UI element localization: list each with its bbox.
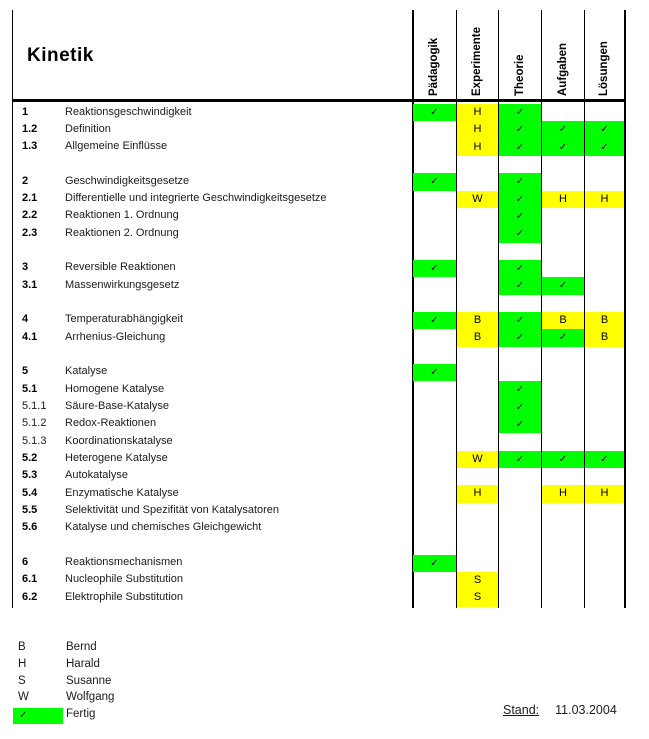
legend-key: S <box>18 674 26 687</box>
status-cell-empty <box>585 399 624 416</box>
status-cell-empty <box>499 295 541 312</box>
status-cell-empty <box>413 225 456 242</box>
status-cell-empty <box>542 364 584 381</box>
stand-label: Stand: <box>503 703 540 717</box>
status-cell-empty <box>499 503 541 520</box>
status-cell-empty <box>542 156 584 173</box>
status-cell-empty <box>542 381 584 398</box>
row-number: 1.2 <box>22 122 38 135</box>
legend-key: B <box>18 641 26 653</box>
table-row <box>0 381 649 398</box>
table-row <box>0 312 649 329</box>
status-cell-empty <box>457 347 498 364</box>
legend-row <box>13 674 313 691</box>
row-number: 4 <box>22 313 29 326</box>
row-label: Temperaturabhängigkeit <box>65 313 184 326</box>
status-cell-empty <box>585 537 624 554</box>
status-cell-empty <box>457 277 498 294</box>
status-cell-empty <box>542 503 584 520</box>
table-row <box>0 260 649 277</box>
status-cell-done: ✓ <box>499 225 541 242</box>
status-cell-empty <box>413 537 456 554</box>
status-cell-empty <box>457 364 498 381</box>
status-cell-empty <box>413 468 456 485</box>
status-cell-empty <box>413 520 456 537</box>
row-number: 4.1 <box>22 330 38 343</box>
row-label: Arrhenius-Gleichung <box>65 330 166 343</box>
table-row <box>0 208 649 225</box>
row-number: 6 <box>22 556 29 569</box>
legend-name: Susanne <box>66 674 112 687</box>
status-cell-done: ✓ <box>499 208 541 225</box>
legend-name: Fertig <box>66 708 96 721</box>
column-header: Aufgaben <box>557 42 569 96</box>
status-cell-empty <box>585 572 624 589</box>
status-cell-done: ✓ <box>499 104 541 121</box>
status-cell-empty <box>413 503 456 520</box>
status-cell-done: ✓ <box>542 139 584 156</box>
status-cell-assigned: H <box>457 104 498 121</box>
status-cell-done: ✓ <box>413 364 456 381</box>
table-row <box>0 468 649 485</box>
status-cell-empty <box>542 104 584 121</box>
status-cell-done: ✓ <box>542 121 584 138</box>
status-cell-empty <box>542 537 584 554</box>
status-cell-empty <box>585 381 624 398</box>
status-cell-assigned: H <box>542 485 584 502</box>
row-number: 5.2 <box>22 452 38 465</box>
column-header: Pädagogik <box>428 37 440 96</box>
legend-done-swatch: ✓ <box>13 708 63 724</box>
status-cell-empty <box>457 555 498 572</box>
status-cell-done: ✓ <box>499 416 541 433</box>
status-cell-empty <box>585 173 624 190</box>
status-cell-done: ✓ <box>413 260 456 277</box>
status-cell-empty <box>457 433 498 450</box>
row-label: Definition <box>65 122 111 135</box>
status-cell-empty <box>457 416 498 433</box>
row-number: 5.6 <box>22 521 38 534</box>
table-row <box>0 364 649 381</box>
row-number: 6.2 <box>22 590 38 603</box>
status-date <box>503 703 617 717</box>
status-cell-empty <box>457 225 498 242</box>
row-label: Geschwindigkeitsgesetze <box>65 174 190 187</box>
status-cell-empty <box>457 173 498 190</box>
row-number: 2.3 <box>22 226 38 239</box>
row-number: 1.3 <box>22 140 38 153</box>
status-cell-empty <box>585 225 624 242</box>
table-row <box>0 485 649 502</box>
status-cell-empty <box>542 225 584 242</box>
status-cell-empty <box>413 451 456 468</box>
row-number: 1 <box>22 105 29 118</box>
table-row <box>0 503 649 520</box>
status-cell-empty <box>585 295 624 312</box>
column-header: Theorie <box>514 54 526 96</box>
row-number: 5.1.2 <box>22 417 47 430</box>
status-cell-empty <box>542 572 584 589</box>
status-cell-empty <box>499 347 541 364</box>
status-cell-done: ✓ <box>413 555 456 572</box>
status-cell-empty <box>413 399 456 416</box>
status-cell-empty <box>499 537 541 554</box>
status-cell-empty <box>542 433 584 450</box>
row-number: 5.3 <box>22 469 38 482</box>
status-cell-empty <box>457 208 498 225</box>
row-number: 6.1 <box>22 573 38 586</box>
status-cell-empty <box>413 121 456 138</box>
status-cell-done: ✓ <box>542 277 584 294</box>
status-cell-done: ✓ <box>499 191 541 208</box>
page-title: Kinetik <box>27 45 94 66</box>
table-row <box>0 572 649 589</box>
status-cell-assigned: H <box>585 191 624 208</box>
status-cell-empty <box>585 503 624 520</box>
status-cell-empty <box>457 156 498 173</box>
status-cell-empty <box>585 364 624 381</box>
status-cell-assigned: W <box>457 451 498 468</box>
status-cell-empty <box>457 537 498 554</box>
status-cell-assigned: H <box>457 139 498 156</box>
status-cell-assigned: B <box>585 329 624 346</box>
status-cell-done: ✓ <box>499 329 541 346</box>
status-cell-empty <box>585 416 624 433</box>
status-cell-empty <box>413 485 456 502</box>
status-cell-empty <box>413 208 456 225</box>
status-cell-assigned: S <box>457 589 498 606</box>
status-cell-empty <box>413 277 456 294</box>
row-label: Katalyse <box>65 365 108 378</box>
status-cell-empty <box>413 433 456 450</box>
status-cell-empty <box>499 589 541 606</box>
row-label: Reaktionen 2. Ordnung <box>65 226 179 239</box>
row-label: Koordinationskatalyse <box>65 434 173 447</box>
row-number: 3 <box>22 261 29 274</box>
row-number: 2 <box>22 174 29 187</box>
status-cell-empty <box>499 572 541 589</box>
status-cell-done: ✓ <box>542 451 584 468</box>
table-row <box>0 589 649 606</box>
status-cell-empty <box>542 260 584 277</box>
table-row-spacer <box>0 295 649 312</box>
row-label: Reaktionen 1. Ordnung <box>65 209 179 222</box>
status-cell-done: ✓ <box>499 173 541 190</box>
row-number: 5.1 <box>22 382 38 395</box>
status-cell-empty <box>542 347 584 364</box>
status-cell-empty <box>413 329 456 346</box>
legend-key: W <box>18 691 29 704</box>
row-label: Säure-Base-Katalyse <box>65 400 169 413</box>
status-cell-done: ✓ <box>413 312 456 329</box>
status-cell-done: ✓ <box>413 173 456 190</box>
status-cell-empty <box>413 295 456 312</box>
table-row <box>0 277 649 294</box>
status-cell-empty <box>457 503 498 520</box>
table-row <box>0 104 649 121</box>
row-number: 5.1.1 <box>22 400 47 413</box>
status-cell-empty <box>413 381 456 398</box>
status-cell-empty <box>585 347 624 364</box>
table-row <box>0 173 649 190</box>
column-header: Lösungen <box>598 41 610 96</box>
status-cell-empty <box>542 416 584 433</box>
row-label: Allgemeine Einflüsse <box>65 140 168 153</box>
status-cell-assigned: B <box>585 312 624 329</box>
status-cell-done: ✓ <box>499 139 541 156</box>
status-cell-done: ✓ <box>499 451 541 468</box>
status-cell-done: ✓ <box>499 121 541 138</box>
legend <box>13 640 313 724</box>
status-cell-empty <box>499 364 541 381</box>
status-cell-empty <box>585 243 624 260</box>
table-row <box>0 451 649 468</box>
status-cell-done: ✓ <box>499 381 541 398</box>
status-cell-empty <box>585 104 624 121</box>
status-cell-empty <box>457 243 498 260</box>
table-row-spacer <box>0 243 649 260</box>
column-header: Experimente <box>471 26 483 96</box>
status-cell-empty <box>499 433 541 450</box>
status-cell-assigned: B <box>457 329 498 346</box>
table-row <box>0 433 649 450</box>
row-label: Katalyse und chemisches Gleichgewicht <box>65 521 262 534</box>
status-cell-empty <box>499 520 541 537</box>
status-cell-empty <box>585 468 624 485</box>
status-cell-assigned: W <box>457 191 498 208</box>
status-cell-done: ✓ <box>499 312 541 329</box>
status-cell-empty <box>413 139 456 156</box>
status-cell-empty <box>585 589 624 606</box>
legend-name: Wolfgang <box>66 691 115 704</box>
row-label: Autokatalyse <box>65 469 128 482</box>
row-label: Differentielle und integrierte Geschwindigkeitsgesetze <box>65 192 327 205</box>
row-label: Selektivität und Spezifität von Katalysatoren <box>65 504 280 517</box>
status-cell-empty <box>542 589 584 606</box>
legend-row <box>13 657 313 674</box>
row-number: 2.1 <box>22 192 38 205</box>
row-label: Redox-Reaktionen <box>65 417 157 430</box>
status-cell-done: ✓ <box>585 451 624 468</box>
status-cell-empty <box>457 520 498 537</box>
status-cell-empty <box>499 243 541 260</box>
status-cell-assigned: H <box>457 485 498 502</box>
status-cell-empty <box>413 347 456 364</box>
row-label: Massenwirkungsgesetz <box>65 278 180 291</box>
status-cell-empty <box>499 485 541 502</box>
table-row-spacer <box>0 156 649 173</box>
status-cell-empty <box>585 260 624 277</box>
table-row <box>0 520 649 537</box>
table-row <box>0 416 649 433</box>
status-cell-empty <box>499 555 541 572</box>
status-cell-empty <box>413 191 456 208</box>
status-cell-empty <box>413 589 456 606</box>
status-cell-empty <box>585 433 624 450</box>
status-cell-empty <box>542 173 584 190</box>
status-cell-empty <box>542 243 584 260</box>
row-label: Nucleophile Substitution <box>65 573 184 586</box>
table-row <box>0 329 649 346</box>
table-row <box>0 121 649 138</box>
table-row <box>0 399 649 416</box>
status-cell-empty <box>542 555 584 572</box>
status-cell-empty <box>413 572 456 589</box>
status-cell-assigned: H <box>585 485 624 502</box>
row-label: Heterogene Katalyse <box>65 452 168 465</box>
status-cell-assigned: H <box>542 191 584 208</box>
legend-row <box>13 707 313 724</box>
status-cell-empty <box>457 468 498 485</box>
row-number: 5 <box>22 365 29 378</box>
status-cell-empty <box>542 468 584 485</box>
status-cell-empty <box>542 208 584 225</box>
table-row <box>0 191 649 208</box>
status-cell-assigned: H <box>457 121 498 138</box>
status-cell-done: ✓ <box>542 329 584 346</box>
table-row <box>0 225 649 242</box>
table-row-spacer <box>0 537 649 554</box>
status-cell-assigned: B <box>542 312 584 329</box>
status-cell-empty <box>585 208 624 225</box>
status-cell-empty <box>457 381 498 398</box>
row-label: Homogene Katalyse <box>65 382 165 395</box>
legend-key: H <box>18 657 27 670</box>
row-label: Reaktionsmechanismen <box>65 556 183 569</box>
row-number: 5.1.3 <box>22 434 47 447</box>
legend-row <box>13 690 313 707</box>
table-row <box>0 555 649 572</box>
status-cell-empty <box>499 468 541 485</box>
table-rows <box>0 104 649 607</box>
status-cell-done: ✓ <box>413 104 456 121</box>
status-cell-empty <box>413 156 456 173</box>
status-cell-empty <box>542 520 584 537</box>
status-cell-empty <box>585 555 624 572</box>
row-label: Elektrophile Substitution <box>65 590 184 603</box>
legend-row <box>13 640 313 657</box>
status-cell-done: ✓ <box>585 121 624 138</box>
status-cell-empty <box>542 295 584 312</box>
row-label: Reversible Reaktionen <box>65 261 176 274</box>
status-cell-done: ✓ <box>499 260 541 277</box>
stand-date: 11.03.2004 <box>555 703 617 717</box>
status-cell-empty <box>542 399 584 416</box>
table-row-spacer <box>0 347 649 364</box>
status-cell-done: ✓ <box>585 139 624 156</box>
status-cell-empty <box>457 295 498 312</box>
status-cell-assigned: B <box>457 312 498 329</box>
row-label: Reaktionsgeschwindigkeit <box>65 105 192 118</box>
row-label: Enzymatische Katalyse <box>65 486 179 499</box>
status-cell-empty <box>457 399 498 416</box>
status-cell-empty <box>585 277 624 294</box>
status-cell-done: ✓ <box>499 399 541 416</box>
legend-name: Harald <box>66 657 100 670</box>
status-cell-empty <box>585 520 624 537</box>
table-row <box>0 139 649 156</box>
row-number: 2.2 <box>22 209 38 222</box>
legend-name: Bernd <box>66 641 97 653</box>
row-number: 5.4 <box>22 486 38 499</box>
status-cell-empty <box>585 156 624 173</box>
status-cell-done: ✓ <box>499 277 541 294</box>
status-cell-assigned: S <box>457 572 498 589</box>
status-cell-empty <box>413 416 456 433</box>
status-cell-empty <box>413 243 456 260</box>
status-cell-empty <box>457 260 498 277</box>
status-cell-empty <box>499 156 541 173</box>
row-number: 3.1 <box>22 278 38 291</box>
header-divider <box>12 99 626 102</box>
row-number: 5.5 <box>22 504 38 517</box>
